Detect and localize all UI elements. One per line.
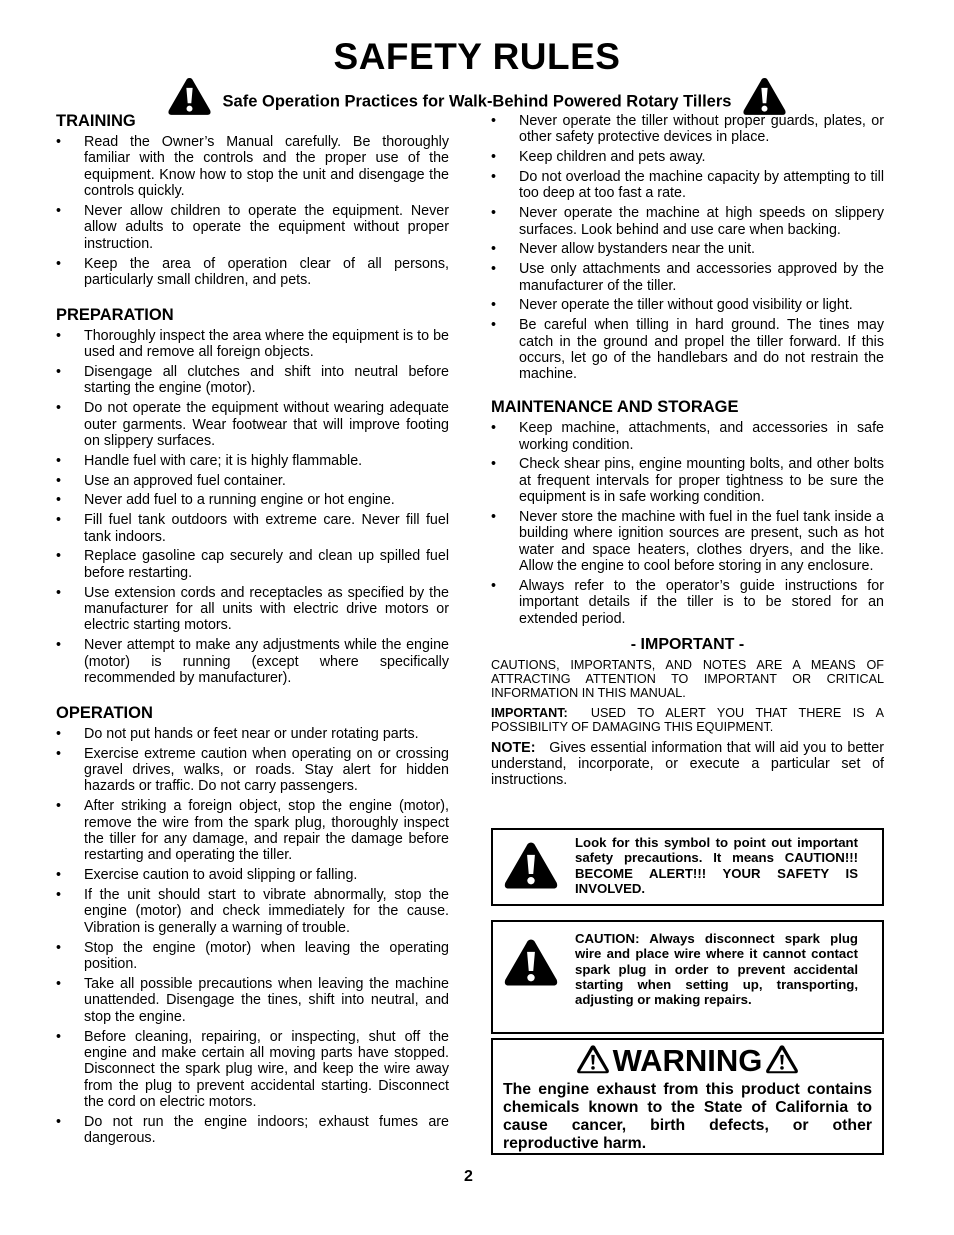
list-item: • Do not operate the equipment without wearing adequate outer garments. Wear footwear that will improve footing on slippery surfaces. [56,400,449,449]
list-item: • Check shear pins, engine mounting bolts, and other bolts at frequent intervals for proper tightness to be sure the equipment is in safe working condition. [491,456,884,505]
list-item: • Keep the area of operation clear of all persons, particularly small children, and pets. [56,256,449,289]
list-item: • Before cleaning, repairing, or inspecting, shut off the engine and make certain all moving parts have stopped. Disconnect the spark plug wire, and keep the wire away from the plug to prevent accidental starting. Disconnect the cord on electric motors. [56,1029,449,1111]
list-item: • Stop the engine (motor) when leaving the operating position. [56,940,449,973]
warning-heading [493,1043,882,1079]
note-definition [491,740,884,789]
safety-alert-triangle-icon [503,936,559,988]
list-item: • Disengage all clutches and shift into neutral before starting the engine (motor). [56,364,449,397]
warning-box [491,1038,884,1155]
list-item: • If the unit should start to vibrate abnormally, stop the engine (motor) and check immediately for the cause. Vibration is generally a warning of trouble. [56,887,449,936]
list-item: • Do not put hands or feet near or under rotating parts. [56,726,449,742]
right-column [491,113,884,789]
preparation-heading: PREPARATION [56,305,174,324]
list-item: • Take all possible precautions when leaving the machine unattended. Disengage the tines, shift into neutral, and stop the engine. [56,976,449,1025]
training-list [56,134,449,288]
warning-triangle-icon [576,1044,610,1074]
warning-heading-text: WARNING [612,1043,763,1078]
list-item: • Never store the machine with fuel in the fuel tank inside a building where ignition sources are present, such as hot water and space heaters, clothes dryers, and the like. Allow the engine to cool before storing in any enclosure. [491,509,884,575]
list-item: • Use extension cords and receptacles as specified by the manufacturer for all units with electric drive motors or electric starting motors. [56,585,449,634]
warning-text: The engine exhaust from this product contains chemicals known to the State of California to cause cancer, birth defects, or other reproductive harm. [503,1081,872,1152]
warning-triangle-icon [765,1044,799,1074]
caution-box [491,920,884,1034]
list-item: • Keep machine, attachments, and accessories in safe working condition. [491,420,884,453]
maintenance-list [491,420,884,627]
list-item: • Replace gasoline cap securely and clean up spilled fuel before restarting. [56,548,449,581]
maintenance-heading: MAINTENANCE AND STORAGE [491,398,739,417]
list-item: • Keep children and pets away. [491,149,884,165]
list-item: • Use only attachments and accessories approved by the manufacturer of the tiller. [491,261,884,294]
list-item: • Use an approved fuel container. [56,473,449,489]
list-item: • Never allow children to operate the equipment. Never allow adults to operate the equipment without proper instruction. [56,203,449,252]
important-heading: - IMPORTANT - [630,636,745,654]
training-heading: TRAINING [56,112,136,130]
list-item: • Always refer to the operator’s guide instructions for important details if the tiller is to be stored for an extended period. [491,578,884,627]
list-item: • Exercise caution to avoid slipping or falling. [56,867,449,883]
list-item: • Never operate the machine at high speeds on slippery surfaces. Look behind and use care when backing. [491,205,884,238]
note-label: NOTE: [491,739,536,756]
list-item: • Handle fuel with care; it is highly flammable. [56,453,449,469]
left-column [56,112,449,1150]
page-number: 2 [464,1168,473,1185]
list-item: • After striking a foreign object, stop the engine (motor), remove the wire from the spark plug, thoroughly inspect the tiller for any damage, and repair the damage before restarting and operating the tiller. [56,798,449,864]
list-item: • Exercise extreme caution when operating on or crossing gravel drives, walks, or roads. Stay alert for hidden hazards or traffic. Do not carry passengers. [56,746,449,795]
important-definition [491,706,884,734]
list-item: • Never operate the tiller without good visibility or light. [491,297,884,313]
symbol-explanation-box [491,828,884,906]
preparation-list [56,328,449,687]
note-text: Gives essential information that will aid you to better understand, incorporate, or execute a particular set of instructions. [491,739,884,789]
list-item: • Thoroughly inspect the area where the equipment is to be used and remove all foreign objects. [56,328,449,361]
list-item: • Never operate the tiller without proper guards, plates, or other safety protective devices in place. [491,113,884,146]
symbol-box-text: Look for this symbol to point out important safety precautions. It means CAUTION!!! BECOME ALERT!!! YOUR SAFETY IS INVOLVED. [575,835,858,896]
safety-alert-triangle-icon [167,76,212,116]
list-item: • Never add fuel to a running engine or hot engine. [56,492,449,508]
important-label: IMPORTANT: [491,705,568,720]
list-item: • Be careful when tilling in hard ground. The tines may catch in the ground and propel the tiller forward. If this occurs, let go of the handlebars and do not restrain the machine. [491,317,884,383]
operation-heading: OPERATION [56,703,153,722]
subtitle-text: Safe Operation Practices for Walk-Behind Powered Rotary Tillers [222,92,732,111]
list-item: • Fill fuel tank outdoors with extreme care. Never fill fuel tank indoors. [56,512,449,545]
important-intro: CAUTIONS, IMPORTANTS, AND NOTES ARE A MEANS OF ATTRACTING ATTENTION TO IMPORTANT OR CRITICAL INFORMATION IN THIS MANUAL. [491,657,884,700]
important-text: USED TO ALERT YOU THAT THERE IS A POSSIBILITY OF DAMAGING THIS EQUIPMENT. [491,705,884,734]
list-item: • Do not overload the machine capacity by attempting to till too deep at too fast a rate. [491,169,884,202]
list-item: • Read the Owner’s Manual carefully. Be thoroughly familiar with the controls and the proper use of the equipment. Know how to stop the unit and disengage the controls quickly. [56,134,449,200]
list-item: • Do not run the engine indoors; exhaust fumes are dangerous. [56,1114,449,1147]
list-item: • Never attempt to make any adjustments while the engine (motor) is running (except where specifically recommended by manufacturer). [56,637,449,686]
operation-continued-list [491,113,884,383]
safety-alert-triangle-icon [742,76,787,116]
page-title: SAFETY RULES [333,36,621,77]
caution-box-text: CAUTION: Always disconnect spark plug wire and place wire where it cannot contact spark plug in order to prevent accidental starting when setting up, transporting, adjusting or making repairs. [575,931,858,1008]
operation-list [56,726,449,1147]
list-item: • Never allow bystanders near the unit. [491,241,884,257]
safety-alert-triangle-icon [503,839,559,891]
